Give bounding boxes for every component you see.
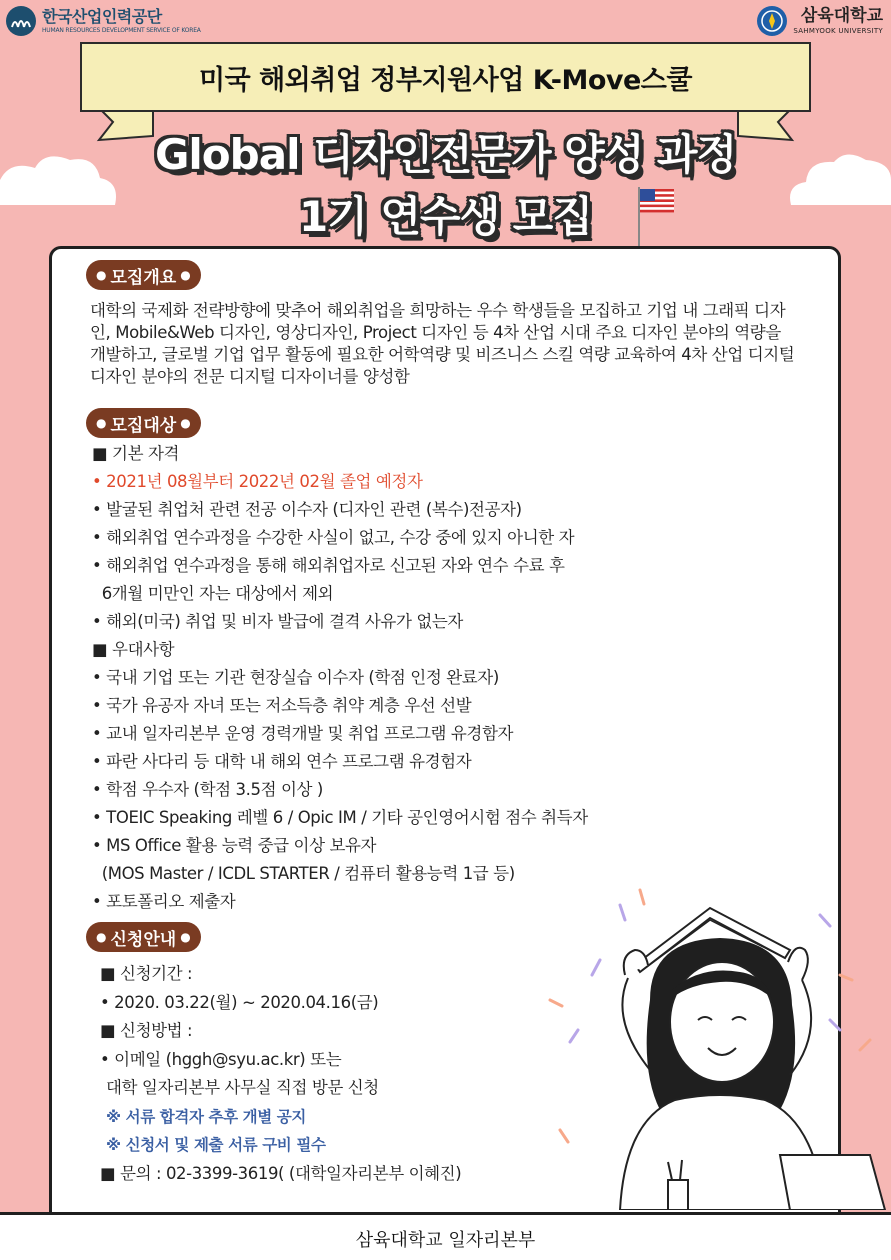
note-notice: ※ 서류 합격자 추후 개별 공지 [106,1107,306,1126]
section-pill-target: ● 모집대상 ● [86,408,201,438]
list-item: • 해외취업 연수과정을 통해 해외취업자로 신고된 자와 연수 수료 후 [92,556,565,575]
list-item: • 국가 유공자 자녀 또는 저소득층 취약 계층 우선 선발 [92,696,472,715]
girl-with-book-illustration [540,880,891,1210]
list-item: • 2021년 08월부터 2022년 02월 졸업 예정자 [92,472,423,491]
contact-info: ■ 문의 : 02-3399-3619( (대학일자리본부 이혜진) [100,1163,462,1183]
left-org-name: 한국산업인력공단 [42,6,162,26]
left-org-name-en: HUMAN RESOURCES DEVELOPMENT SERVICE OF KOREA [42,26,201,34]
list-item: • 해외취업 연수과정을 수강한 사실이 없고, 수강 중에 있지 아니한 자 [92,528,575,547]
pref-heading: ■ 우대사항 [92,640,175,659]
target-list [92,440,588,916]
title-line-2: 1기 연수생 모집 [299,192,592,241]
list-item: • 파란 사다리 등 대학 내 해외 연수 프로그램 유경험자 [92,752,472,771]
right-org-name: 삼육대학교 [800,5,883,26]
syu-emblem-icon [757,6,787,36]
note-documents: ※ 신청서 및 제출 서류 구비 필수 [106,1136,326,1154]
footer-text: 삼육대학교 일자리본부 [355,1230,536,1251]
syu-logo [757,6,883,36]
overview-text: 대학의 국제화 전략방향에 맞추어 해외취업을 희망하는 우수 학생들을 모집하고 기업 내 그래픽 디자인, Mobile&Web 디자인, 영상디자인, Project 디자인 등 4차 산업 시대 주요 디자인 분야의 역량을 개발하고, 글로벌 기업 업무 활동에 필요한 어학역량 및 비즈니스 스킬 역량 교육하여 4차 산업 디지털 디자인 분야의 전문 디지털 디자이너를 양성함 [90,301,795,386]
list-item: • 국내 기업 또는 기관 현장실습 이수자 (학점 인정 완료자) [92,668,499,687]
method-visit: 대학 일자리본부 사무실 직접 방문 신청 [106,1078,379,1097]
basic-heading: ■ 기본 자격 [92,444,180,463]
list-item: • 해외(미국) 취업 및 비자 발급에 결격 사유가 없는자 [92,612,463,631]
overview-label: 모집개요 [110,267,177,288]
section-pill-overview: ● 모집개요 ● [86,260,201,290]
list-item: • 포토폴리오 제출자 [92,892,236,911]
apply-list [100,960,461,1188]
footer [0,1212,891,1260]
list-item: (MOS Master / ICDL STARTER / 컴퓨터 활용능력 1급 등) [92,864,515,883]
period-value: • 2020. 03.22(월) ~ 2020.04.16(금) [100,992,379,1012]
hrdk-logo [6,6,201,36]
target-label: 모집대상 [110,415,177,436]
list-item: 6개월 미만인 자는 대상에서 제외 [92,584,334,603]
us-flag-icon [636,185,678,249]
method-email: • 이메일 (hggh@syu.ac.kr) 또는 [100,1049,342,1069]
method-heading: ■ 신청방법 : [100,1021,193,1040]
hrdk-emblem-icon [6,6,36,36]
list-item: • 발굴된 취업처 관련 전공 이수자 (디자인 관련 (복수)전공자) [92,500,522,519]
list-item: • TOEIC Speaking 레벨 6 / Opic IM / 기타 공인영어시험 점수 취득자 [92,808,588,827]
header [0,0,891,46]
banner-text: 미국 해외취업 정부지원사업 K-Move스쿨 [199,64,692,96]
list-item: • 학점 우수자 (학점 3.5점 이상 ) [92,780,323,799]
list-item: • MS Office 활용 능력 중급 이상 보유자 [92,836,377,855]
right-org-name-en: SAHMYOOK UNIVERSITY [793,26,883,35]
apply-label: 신청안내 [110,929,177,950]
section-pill-apply: ● 신청안내 ● [86,922,201,952]
period-heading: ■ 신청기간 : [100,964,193,983]
list-item: • 교내 일자리본부 운영 경력개발 및 취업 프로그램 유경함자 [92,724,514,743]
program-banner [80,42,811,112]
title-line-1: Global 디자인전문가 양성 과정 [154,130,737,179]
